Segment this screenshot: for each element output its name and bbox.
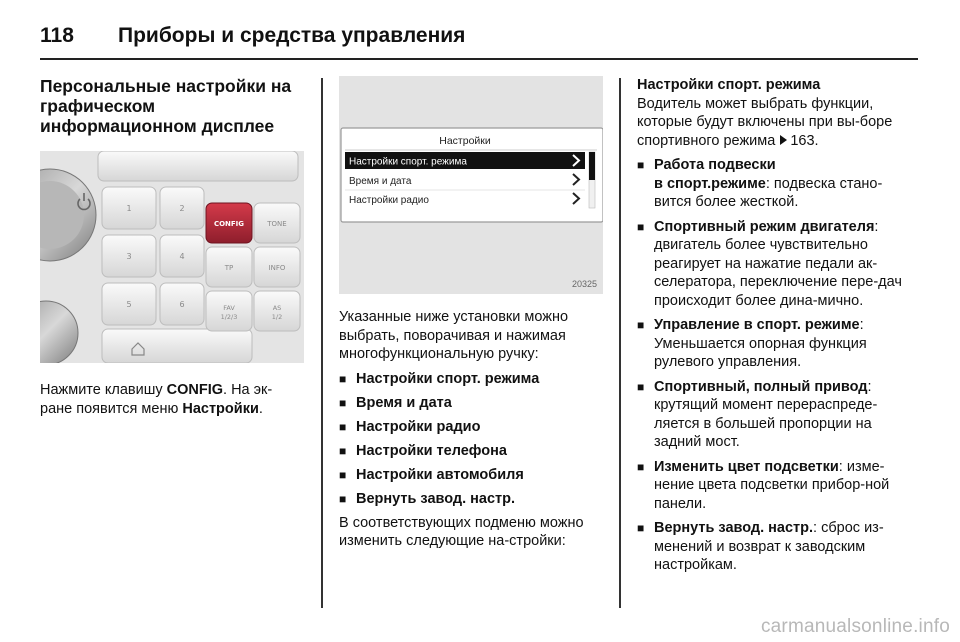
button-label: AS	[272, 304, 282, 312]
setting-term: Управление в спорт. режиме	[654, 317, 860, 333]
setting-term: Вернуть завод. настр.	[654, 520, 814, 536]
instruction-part: . На эк- ране появится меню	[40, 382, 273, 417]
column-3	[637, 76, 919, 581]
button-label: TP	[224, 264, 234, 272]
button-label: 3	[126, 252, 132, 261]
button-label: FAV	[223, 304, 235, 312]
intro-text: .	[814, 132, 819, 149]
page-reference: 163	[790, 132, 815, 149]
instruction-text	[40, 381, 306, 418]
list-item: ■ Вернуть завод. настр.	[339, 490, 603, 509]
scrollbar-thumb	[589, 152, 595, 180]
display-screenshot	[339, 76, 603, 294]
menu-intro: Указанные ниже установки можно выбрать, поворачивая и нажимая многофункциональную ручку:	[339, 309, 569, 362]
setting-desc: : Уменьшается опорная функция рулевого управления.	[654, 317, 867, 370]
page-number: 118	[40, 24, 74, 47]
subsection-intro	[637, 95, 919, 151]
list-item: ■ Настройки автомобиля	[339, 466, 603, 485]
list-item	[637, 519, 919, 575]
list-item	[637, 156, 919, 212]
button-label: INFO	[268, 264, 286, 272]
figure-number: 20325	[571, 279, 597, 289]
button-label: 4	[179, 252, 185, 261]
menu-item-list	[339, 370, 603, 509]
screen-menu-item: Время и дата	[349, 176, 412, 187]
subsection-title: Настройки спорт. режима	[637, 77, 821, 93]
section-title-line: графическом	[40, 96, 156, 116]
setting-term: Спортивный режим двигателя	[654, 218, 875, 235]
section-title	[40, 76, 306, 136]
list-item: ■ Время и дата	[339, 394, 603, 413]
setting-desc: : изме-нение цвета подсветки прибор-ной панели.	[654, 458, 890, 512]
header-rule	[40, 58, 918, 60]
button-label: 6	[179, 300, 185, 309]
section-title-line: информационном дисплее	[40, 116, 275, 136]
chapter-title: Приборы и средства управления	[118, 24, 466, 47]
list-item: ■ Настройки телефона	[339, 442, 603, 461]
menu-outro: В соответствующих подменю можно изменить следующие на-стройки:	[339, 514, 584, 549]
list-item	[637, 458, 919, 514]
setting-desc: : двигатель более чувствительно реагирует на нажатие педали ак-селератора, переключение пере-дач происходит более дина-мично.	[654, 218, 902, 309]
setting-term: Работа подвески в спорт.режиме	[654, 157, 776, 192]
button-label: TONE	[267, 220, 287, 228]
setting-desc: : сброс из-менений и возврат к заводским настройкам.	[654, 520, 884, 573]
button-label: 5	[126, 300, 132, 309]
button-label: CONFIG	[213, 220, 245, 228]
screen-title: Настройки	[439, 135, 491, 147]
list-item	[637, 316, 919, 372]
setting-desc: : подвеска стано-вится более жесткой.	[654, 175, 883, 210]
column-2	[339, 76, 603, 551]
config-key-name: CONFIG	[166, 382, 224, 398]
intro-text: Водитель может выбрать функции, которые будут включены при вы-боре спортивного режима	[637, 95, 893, 149]
button-label: 1/2/3	[220, 313, 238, 321]
list-item	[637, 218, 919, 311]
control-panel-illustration	[40, 151, 304, 363]
control-panel-photo	[40, 151, 304, 363]
list-item: ■ Настройки спорт. режима	[339, 370, 603, 389]
setting-desc: : крутящий момент перераспреде-ляется в большей пропорции на задний мост.	[654, 378, 878, 450]
page-ref-icon	[780, 135, 787, 145]
setting-term: Изменить цвет подсветки	[654, 458, 839, 475]
sport-settings-list	[637, 156, 919, 575]
display-illustration	[339, 76, 603, 294]
screen-menu-item: Настройки спорт. режима	[349, 156, 467, 168]
instruction-part: .	[258, 400, 263, 417]
watermark: carmanualsonline.info	[760, 616, 950, 637]
instruction-part: Нажмите клавишу	[40, 382, 167, 398]
section-title-line: Персональные настройки на	[40, 76, 292, 96]
column-1	[40, 76, 306, 418]
list-item	[637, 378, 919, 452]
column-divider-1	[321, 78, 323, 608]
button-label: 1	[126, 204, 132, 213]
list-item: ■ Настройки радио	[339, 418, 603, 437]
setting-term: Спортивный, полный привод	[654, 378, 868, 395]
screen-menu-item: Настройки радио	[349, 195, 429, 206]
page-header	[40, 16, 920, 56]
column-divider-2	[619, 78, 621, 608]
button-label: 2	[179, 204, 185, 213]
menu-name: Настройки	[182, 400, 259, 417]
button-label: 1/2	[271, 313, 283, 321]
